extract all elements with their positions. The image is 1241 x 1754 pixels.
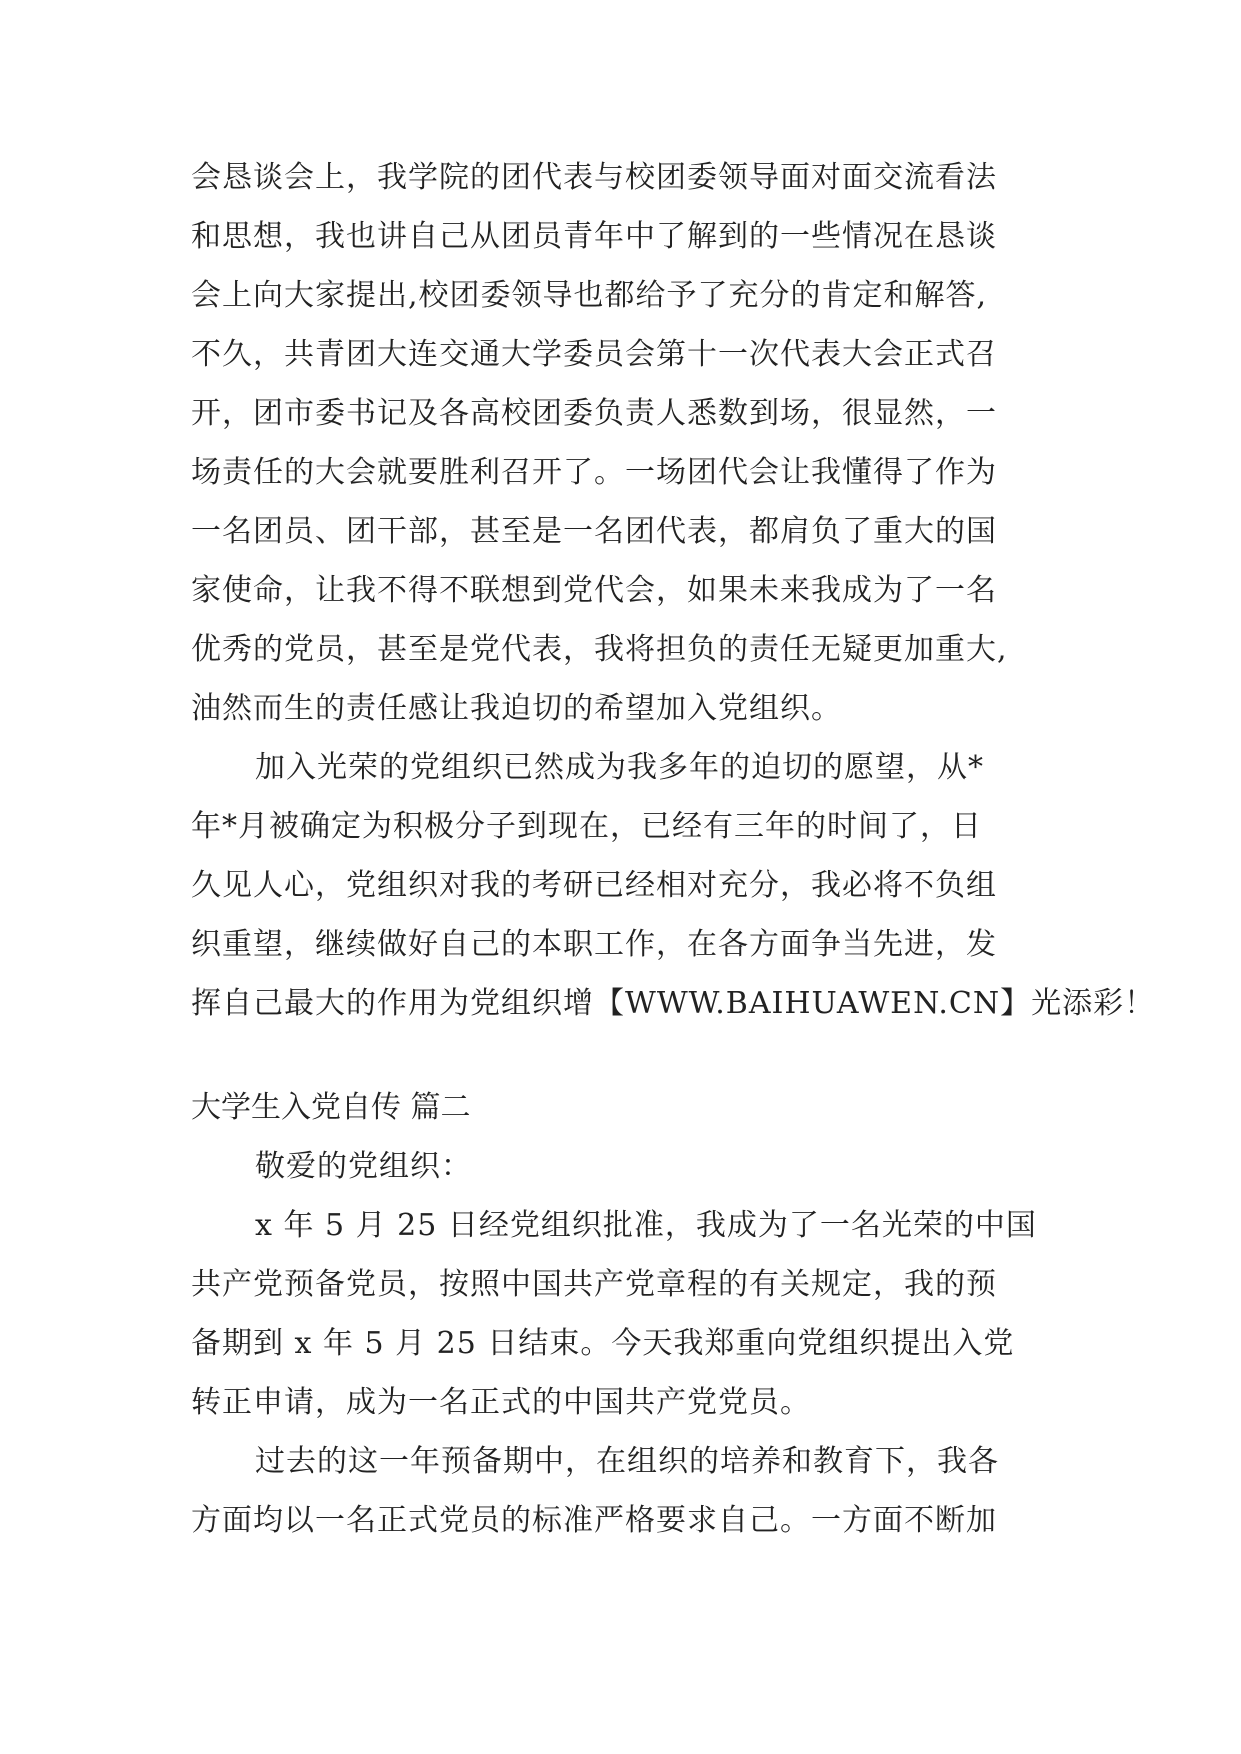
text-line: 加入光荣的党组织已然成为我多年的迫切的愿望，从* — [255, 750, 984, 785]
text-line: 场责任的大会就要胜利召开了。一场团代会让我懂得了作为 — [191, 455, 997, 490]
text-line: 一名团员、团干部，甚至是一名团代表，都肩负了重大的国 — [191, 514, 997, 549]
section-heading: 大学生入党自传 篇二 — [191, 1090, 471, 1125]
text-line: 织重望，继续做好自己的本职工作，在各方面争当先进，发 — [191, 927, 997, 962]
text-line: x 年 5 月 25 日经党组织批准，我成为了一名光荣的中国 — [255, 1208, 1037, 1243]
text-line: 会上向大家提出,校团委领导也都给予了充分的肯定和解答, — [191, 278, 988, 313]
text-line: 挥自己最大的作用为党组织增【WWW.BAIHUAWEN.CN】光添彩！ — [191, 986, 1156, 1021]
text-line: 开，团市委书记及各高校团委负责人悉数到场，很显然，一 — [191, 396, 997, 431]
text-line: 久见人心，党组织对我的考研已经相对充分，我必将不负组 — [191, 868, 997, 903]
text-line: 共产党预备党员，按照中国共产党章程的有关规定，我的预 — [191, 1267, 997, 1302]
text-line: 优秀的党员，甚至是党代表，我将担负的责任无疑更加重大, — [191, 632, 1008, 667]
salutation: 敬爱的党组织： — [255, 1149, 472, 1184]
text-line: 备期到 x 年 5 月 25 日结束。今天我郑重向党组织提出入党 — [191, 1326, 1015, 1361]
text-line: 家使命，让我不得不联想到党代会，如果未来我成为了一名 — [191, 573, 997, 608]
text-line: 过去的这一年预备期中，在组织的培养和教育下，我各 — [255, 1444, 999, 1479]
text-line: 和思想，我也讲自己从团员青年中了解到的一些情况在恳谈 — [191, 219, 997, 254]
text-line: 会恳谈会上，我学院的团代表与校团委领导面对面交流看法 — [191, 160, 997, 195]
text-line: 油然而生的责任感让我迫切的希望加入党组织。 — [191, 691, 842, 726]
text-line: 不久，共青团大连交通大学委员会第十一次代表大会正式召 — [191, 337, 997, 372]
text-line: 转正申请，成为一名正式的中国共产党党员。 — [191, 1385, 811, 1420]
text-line: 年*月被确定为积极分子到现在，已经有三年的时间了，日 — [191, 809, 982, 844]
text-line: 方面均以一名正式党员的标准严格要求自己。一方面不断加 — [191, 1503, 997, 1538]
